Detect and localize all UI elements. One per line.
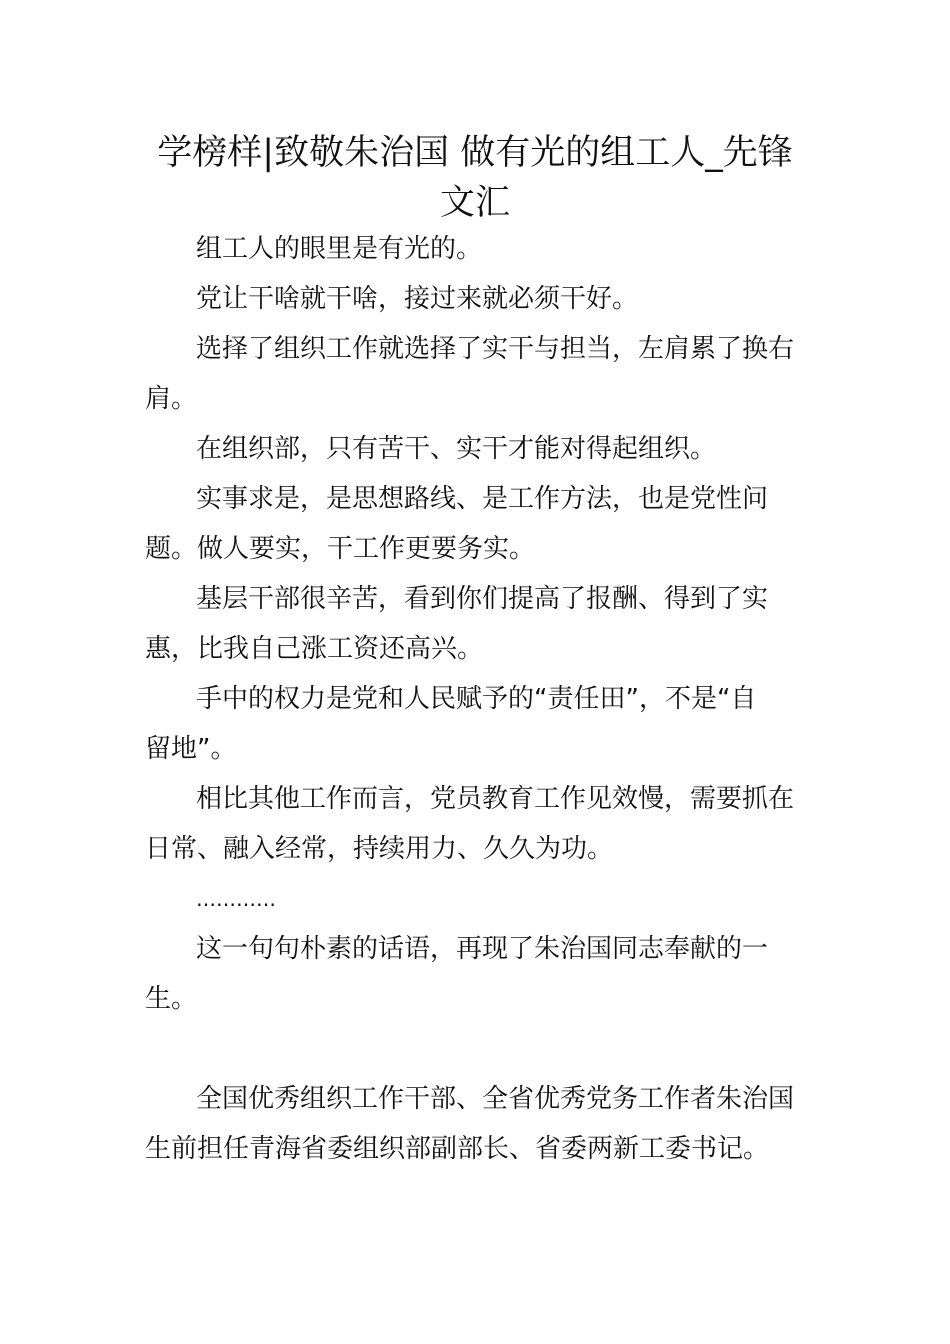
paragraph-7-line-1: 手中的权力是党和人民赋予的“责任田”，不是“自 <box>196 684 757 714</box>
paragraph-10-line-2: 生。 <box>145 984 198 1014</box>
document-title-line-1: 学榜样|致敬朱治国 做有光的组工人_先锋 <box>157 133 793 173</box>
paragraph-7-line-2: 留地”。 <box>145 734 237 764</box>
paragraph-3-line-2: 肩。 <box>145 384 198 414</box>
paragraph-1-line-1: 组工人的眼里是有光的。 <box>196 234 483 264</box>
paragraph-8-line-2: 日常、融入经常，持续用力、久久为功。 <box>145 834 614 864</box>
paragraph-5-line-2: 题。做人要实，干工作更要务实。 <box>145 534 536 564</box>
paragraph-10-line-1: 这一句句朴素的话语，再现了朱治国同志奉献的一 <box>196 934 769 964</box>
paragraph-11-line-2: 生前担任青海省委组织部副部长、省委两新工委书记。 <box>145 1134 770 1164</box>
paragraph-5-line-1: 实事求是，是思想路线、是工作方法，也是党性问 <box>196 484 769 514</box>
paragraph-8-line-1: 相比其他工作而言，党员教育工作见效慢，需要抓在 <box>196 784 795 814</box>
paragraph-3-line-1: 选择了组织工作就选择了实干与担当，左肩累了换右 <box>196 334 795 364</box>
ellipsis-line: ………… <box>196 887 276 911</box>
document-title-line-2: 文汇 <box>439 183 510 223</box>
paragraph-6-line-1: 基层干部很辛苦，看到你们提高了报酬、得到了实 <box>196 584 769 614</box>
paragraph-6-line-2: 惠，比我自己涨工资还高兴。 <box>145 634 484 664</box>
paragraph-4-line-1: 在组织部，只有苦干、实干才能对得起组织。 <box>196 434 717 464</box>
paragraph-11-line-1: 全国优秀组织工作干部、全省优秀党务工作者朱治国 <box>196 1084 795 1114</box>
paragraph-2-line-1: 党让干啥就干啥，接过来就必须干好。 <box>196 284 639 314</box>
